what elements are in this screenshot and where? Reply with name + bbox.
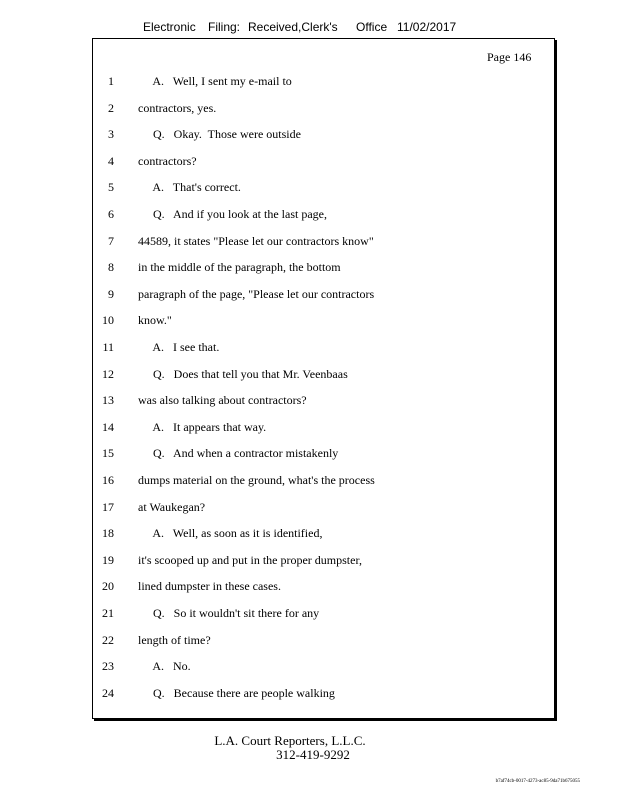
line-text: Q. Okay. Those were outside — [138, 127, 301, 142]
line-text: length of time? — [138, 632, 211, 647]
transcript-line — [0, 205, 618, 223]
line-number: 15 — [102, 446, 114, 461]
transcript-line — [0, 418, 618, 436]
line-text: Q. So it wouldn't sit there for any — [138, 606, 320, 620]
line-number: 7 — [108, 233, 114, 248]
header-date: 11/02/2017 — [397, 20, 457, 34]
line-number: 5 — [108, 180, 114, 195]
header-office: Office — [356, 20, 388, 34]
transcript-line — [0, 285, 618, 303]
transcript-line — [0, 152, 618, 170]
line-text: contractors, yes. — [138, 100, 217, 115]
line-number: 9 — [108, 286, 114, 301]
transcript-line — [0, 365, 618, 383]
transcript-line — [0, 577, 618, 595]
transcript-line — [0, 657, 618, 675]
line-number: 22 — [102, 632, 114, 647]
transcript-line — [0, 524, 618, 542]
line-number: 23 — [102, 659, 114, 674]
transcript-line — [0, 232, 618, 250]
transcript-line — [0, 684, 618, 702]
line-text: it's scooped up and put in the proper dumpster, — [138, 552, 362, 567]
line-text: 44589, it states "Please let our contractors know" — [138, 233, 374, 248]
line-number: 12 — [102, 366, 114, 381]
filing-header — [0, 20, 618, 38]
line-text: was also talking about contractors? — [138, 393, 307, 408]
reporter-phone: 312-419-9292 — [276, 747, 350, 762]
line-number: 1 — [108, 74, 114, 88]
header-received-clerks: Received,Clerk's — [248, 20, 338, 34]
transcript-line — [0, 311, 618, 329]
line-number: 21 — [102, 606, 114, 620]
line-number: 2 — [108, 100, 114, 115]
line-text: paragraph of the page, "Please let our contractors — [138, 286, 375, 301]
transcript-line — [0, 178, 618, 196]
line-number: 20 — [102, 579, 114, 594]
line-number: 17 — [102, 499, 114, 514]
line-number: 11 — [102, 340, 114, 354]
line-text: A. Well, I sent my e-mail to — [138, 74, 292, 88]
transcript-line — [0, 99, 618, 117]
transcript-line — [0, 338, 618, 356]
line-text: A. It appears that way. — [138, 419, 267, 434]
line-text: know." — [138, 313, 172, 328]
transcript-line — [0, 125, 618, 143]
line-number: 10 — [102, 313, 114, 328]
line-number: 8 — [108, 260, 114, 275]
line-number: 6 — [108, 207, 114, 221]
line-number: 18 — [102, 526, 114, 541]
line-number: 13 — [102, 393, 114, 408]
line-text: A. Well, as soon as it is identified, — [138, 526, 323, 541]
header-electronic: Electronic — [143, 20, 196, 34]
line-text: in the middle of the paragraph, the bottom — [138, 260, 341, 275]
line-number: 19 — [102, 552, 114, 567]
transcript-line — [0, 258, 618, 276]
transcript-line — [0, 72, 618, 90]
document-hash: b7af74cb-0017-4273-ac85-9da71b675055 — [495, 779, 580, 784]
line-text: Q. And when a contractor mistakenly — [138, 446, 339, 461]
line-text: Q. And if you look at the last page, — [138, 207, 327, 221]
transcript-line — [0, 471, 618, 489]
transcript-line — [0, 444, 618, 462]
line-number: 14 — [102, 419, 114, 434]
line-text: A. I see that. — [138, 340, 220, 354]
transcript-line — [0, 498, 618, 516]
line-number: 3 — [108, 127, 114, 142]
page-number: Page 146 — [487, 50, 532, 64]
line-text: lined dumpster in these cases. — [138, 579, 281, 594]
line-text: Q. Does that tell you that Mr. Veenbaas — [138, 366, 348, 381]
line-number: 4 — [108, 153, 114, 168]
line-text: at Waukegan? — [138, 499, 206, 514]
transcript-line — [0, 631, 618, 649]
line-text: Q. Because there are people walking — [138, 685, 335, 700]
transcript-line — [0, 391, 618, 409]
line-text: dumps material on the ground, what's the process — [138, 473, 375, 487]
transcript-line — [0, 551, 618, 569]
transcript-line — [0, 604, 618, 622]
line-text: contractors? — [138, 153, 197, 168]
line-text: A. That's correct. — [138, 180, 241, 195]
line-text: A. No. — [138, 659, 191, 674]
reporter-name: L.A. Court Reporters, L.L.C. — [214, 733, 366, 748]
line-number: 24 — [102, 685, 114, 700]
line-number: 16 — [102, 473, 114, 487]
header-filing: Filing: — [208, 20, 241, 34]
